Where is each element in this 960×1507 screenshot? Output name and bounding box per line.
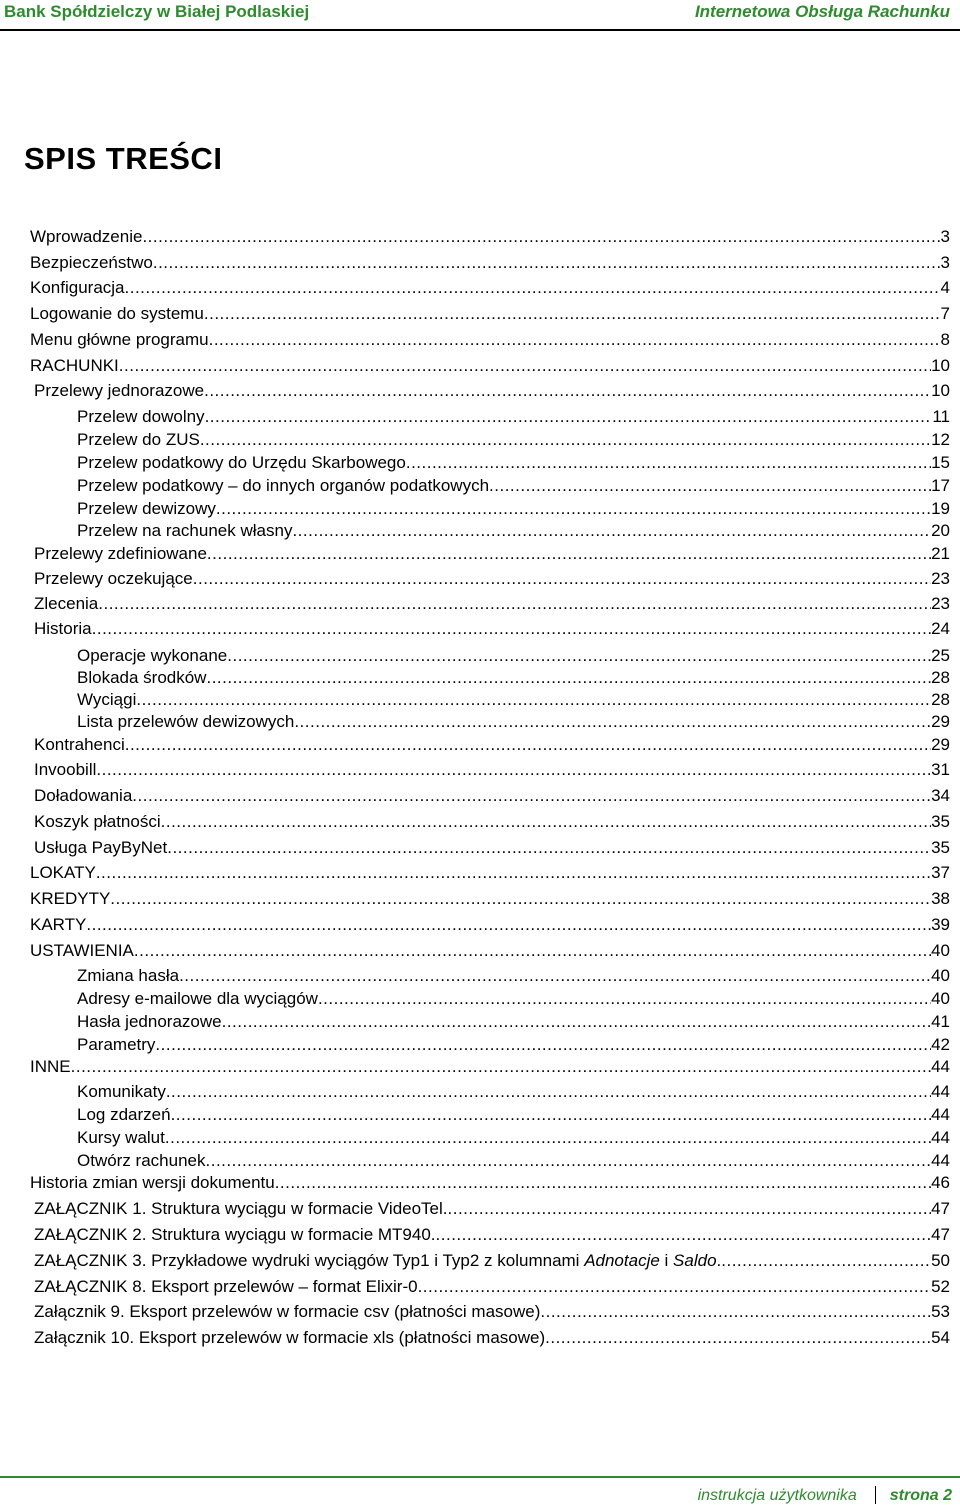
toc-entry-label: Przelew na rachunek własny bbox=[77, 521, 293, 540]
toc-entry[interactable] bbox=[77, 452, 950, 474]
toc-entry[interactable] bbox=[34, 1250, 950, 1272]
toc-entry[interactable] bbox=[77, 988, 950, 1010]
toc-entry[interactable] bbox=[77, 1011, 950, 1033]
toc-dot-leader bbox=[71, 1056, 931, 1078]
toc-dot-leader bbox=[205, 406, 933, 428]
toc-entry-page: 44 bbox=[931, 1082, 950, 1101]
toc-entry-label: Hasła jednorazowe bbox=[77, 1012, 222, 1031]
toc-entry[interactable] bbox=[77, 429, 950, 451]
toc-entry-label: ZAŁĄCZNIK 2. Struktura wyciągu w formacie MT940. bbox=[34, 1225, 436, 1244]
toc-heading: SPIS TREŚCI bbox=[24, 141, 223, 176]
toc-entry-page: 44 bbox=[931, 1105, 950, 1124]
toc-dot-leader bbox=[86, 914, 931, 936]
toc-entry-page: 19 bbox=[931, 499, 950, 518]
toc-dot-leader bbox=[125, 277, 941, 299]
toc-entry-page: 15 bbox=[931, 453, 950, 472]
toc-entry[interactable] bbox=[77, 667, 950, 689]
toc-entry-page: 52 bbox=[931, 1277, 950, 1296]
toc-entry-page: 53 bbox=[931, 1302, 950, 1321]
toc-entry[interactable] bbox=[77, 475, 950, 497]
toc-entry-page: 44 bbox=[931, 1128, 950, 1147]
toc-entry-label: Przelew dowolny bbox=[77, 407, 205, 426]
toc-entry[interactable] bbox=[77, 520, 950, 542]
toc-entry-label: LOKATY bbox=[30, 863, 96, 882]
toc-entry-label: USTAWIENIA bbox=[30, 941, 134, 960]
toc-dot-leader bbox=[134, 940, 931, 962]
toc-entry-page: 40 bbox=[931, 989, 950, 1008]
toc-entry-page: 11 bbox=[932, 407, 950, 426]
toc-entry-page: 7 bbox=[940, 304, 950, 323]
toc-entry-label: Przelew do ZUS bbox=[77, 430, 200, 449]
toc-entry-page: 28 bbox=[931, 668, 950, 687]
toc-entry-page: 10 bbox=[931, 356, 950, 375]
footer-text bbox=[698, 1486, 952, 1505]
toc-entry[interactable] bbox=[30, 329, 950, 351]
toc-dot-leader bbox=[721, 1250, 931, 1272]
toc-dot-leader bbox=[167, 837, 931, 859]
toc-entry-label: Zmiana hasła bbox=[77, 966, 180, 985]
toc-entry-page: 40 bbox=[931, 966, 950, 985]
toc-dot-leader bbox=[275, 1172, 931, 1194]
toc-entry-page: 3 bbox=[940, 227, 950, 246]
toc-entry-page: 21 bbox=[931, 544, 950, 563]
toc-dot-leader bbox=[155, 1034, 931, 1056]
toc-dot-leader bbox=[142, 226, 940, 248]
toc-dot-leader bbox=[200, 429, 931, 451]
toc-entry-page: 44 bbox=[931, 1057, 950, 1076]
toc-entry[interactable] bbox=[77, 1127, 950, 1149]
toc-entry-page: 34 bbox=[931, 786, 950, 805]
toc-dot-leader bbox=[98, 593, 931, 615]
toc-entry-page: 10 bbox=[931, 381, 950, 400]
toc-entry-label: INNE bbox=[30, 1057, 71, 1076]
toc-entry-page: 39 bbox=[931, 915, 950, 934]
toc-entry-label: Menu główne programu bbox=[30, 330, 209, 349]
toc-entry-label: Kontrahenci bbox=[34, 735, 125, 754]
toc-entry-label: ZAŁĄCZNIK 8. Eksport przelewów – format Elixir-0 bbox=[34, 1277, 418, 1296]
toc-entry-label: Blokada środków bbox=[77, 668, 207, 687]
toc-entry-page: 24 bbox=[931, 619, 950, 638]
toc-entry-label: Lista przelewów dewizowych bbox=[77, 712, 295, 731]
toc-entry-page: 4 bbox=[940, 278, 950, 297]
toc-dot-leader bbox=[206, 1150, 932, 1172]
toc-entry-page: 42 bbox=[931, 1035, 950, 1054]
toc-dot-leader bbox=[206, 667, 931, 689]
footer-manual-label: instrukcja użytkownika bbox=[697, 1487, 857, 1504]
toc-dot-leader bbox=[171, 1104, 932, 1126]
toc-entry[interactable] bbox=[77, 965, 950, 987]
toc-entry-label: Wprowadzenie bbox=[30, 227, 143, 246]
toc-entry-label: Komunikaty bbox=[77, 1082, 166, 1101]
toc-entry-label: Historia bbox=[34, 619, 92, 638]
toc-dot-leader bbox=[227, 645, 931, 667]
toc-entry-page: 12 bbox=[931, 430, 950, 449]
footer-separator bbox=[875, 1486, 876, 1504]
toc-dot-leader bbox=[165, 1127, 931, 1149]
toc-entry-label: Załącznik 10. Eksport przelewów w formacie xls (płatności masowe) bbox=[34, 1328, 546, 1347]
toc-entry[interactable] bbox=[34, 811, 950, 833]
toc-entry-page: 23 bbox=[931, 594, 950, 613]
toc-entry[interactable] bbox=[30, 303, 950, 325]
toc-entry-page: 20 bbox=[931, 521, 950, 540]
toc-entry-label: Koszyk płatności bbox=[34, 812, 161, 831]
toc-dot-leader bbox=[193, 568, 931, 590]
toc-entry[interactable] bbox=[30, 226, 950, 248]
toc-entry-page: 23 bbox=[931, 569, 950, 588]
toc-dot-leader bbox=[136, 689, 931, 711]
toc-entry-page: 29 bbox=[931, 712, 950, 731]
toc-entry-label: Przelewy jednorazowe bbox=[34, 381, 205, 400]
toc-entry-label: Operacje wykonane bbox=[77, 646, 228, 665]
toc-dot-leader bbox=[132, 785, 931, 807]
toc-entry-page: 54 bbox=[931, 1328, 950, 1347]
toc-dot-leader bbox=[294, 711, 931, 733]
toc-entry-label: Przelewy zdefiniowane bbox=[34, 544, 207, 563]
page-footer bbox=[0, 1470, 960, 1507]
toc-entry-page: 47 bbox=[931, 1199, 950, 1218]
toc-dot-leader bbox=[418, 1276, 932, 1298]
toc-entry-label: Usługa PayByNet bbox=[34, 838, 168, 857]
toc-entry[interactable] bbox=[34, 837, 950, 859]
toc-entry[interactable] bbox=[77, 1104, 950, 1126]
toc-entry-label: Logowanie do systemu bbox=[30, 304, 204, 323]
toc-entry-page: 25 bbox=[931, 646, 950, 665]
toc-entry-label: KARTY bbox=[30, 915, 87, 934]
toc-dot-leader bbox=[222, 1011, 931, 1033]
toc-entry-label: Log zdarzeń bbox=[77, 1105, 171, 1124]
toc-entry[interactable] bbox=[77, 1034, 950, 1056]
toc-entry[interactable] bbox=[30, 1172, 950, 1194]
header-divider bbox=[0, 29, 960, 31]
toc-entry-page: 35 bbox=[931, 812, 950, 831]
toc-dot-leader bbox=[166, 1081, 931, 1103]
toc-dot-leader bbox=[292, 520, 931, 542]
toc-entry[interactable] bbox=[34, 1224, 950, 1246]
toc-entry-page: 46 bbox=[931, 1173, 950, 1192]
toc-entry[interactable] bbox=[34, 1276, 950, 1298]
toc-entry-page: 41 bbox=[931, 1012, 950, 1031]
toc-entry-page: 44 bbox=[931, 1151, 950, 1170]
toc-entry-label: Kursy walut bbox=[77, 1128, 165, 1147]
toc-entry-page: 40 bbox=[931, 941, 950, 960]
toc-dot-leader bbox=[448, 1198, 932, 1220]
toc-dot-leader bbox=[406, 452, 931, 474]
toc-entry-label: Historia zmian wersji dokumentu bbox=[30, 1173, 275, 1192]
toc-entry-label: Przelew podatkowy do Urzędu Skarbowego bbox=[77, 453, 406, 472]
toc-entry-label: Załącznik 9. Eksport przelewów w formacie csv (płatności masowe) bbox=[34, 1302, 541, 1321]
toc-entry[interactable] bbox=[34, 618, 950, 640]
toc-entry[interactable] bbox=[30, 862, 950, 884]
toc-entry-page: 29 bbox=[931, 735, 950, 754]
toc-entry[interactable] bbox=[34, 785, 950, 807]
toc-entry-label: Przelew podatkowy – do innych organów podatkowych bbox=[77, 476, 490, 495]
toc-entry[interactable] bbox=[77, 645, 950, 667]
toc-dot-leader bbox=[179, 965, 931, 987]
toc-entry-label: Wyciągi bbox=[77, 690, 137, 709]
toc-entry-label: RACHUNKI bbox=[30, 356, 119, 375]
toc-entry-label: Parametry bbox=[77, 1035, 156, 1054]
toc-entry-label: KREDYTY bbox=[30, 889, 111, 908]
toc-entry[interactable] bbox=[34, 380, 950, 402]
toc-entry[interactable] bbox=[30, 355, 950, 377]
toc-dot-leader bbox=[119, 355, 931, 377]
toc-dot-leader bbox=[204, 303, 941, 325]
toc-entry-label: Zlecenia bbox=[34, 594, 99, 613]
toc-entry-page: 50 bbox=[931, 1251, 950, 1270]
toc-dot-leader bbox=[207, 543, 931, 565]
footer-divider bbox=[0, 1476, 960, 1478]
toc-entry-label: ZAŁĄCZNIK 3. Przykładowe wydruki wyciągów Typ1 i Typ2 z kolumnami Adnotacje i Saldo. bbox=[34, 1251, 722, 1270]
toc-entry-label: Adresy e-mailowe dla wyciągów bbox=[77, 989, 318, 1008]
toc-entry-label: Invoobill bbox=[34, 760, 97, 779]
toc-entry-page: 35 bbox=[931, 838, 950, 857]
toc-entry[interactable] bbox=[34, 593, 950, 615]
toc-entry[interactable] bbox=[30, 940, 950, 962]
toc-entry-page: 8 bbox=[940, 330, 950, 349]
toc-entry[interactable] bbox=[30, 914, 950, 936]
toc-entry[interactable] bbox=[34, 1301, 950, 1323]
toc-dot-leader bbox=[110, 888, 931, 910]
toc-entry-label: Doładowania bbox=[34, 786, 133, 805]
toc-dot-leader bbox=[161, 811, 931, 833]
toc-entry-label: Otwórz rachunek bbox=[77, 1151, 206, 1170]
toc-dot-leader bbox=[489, 475, 931, 497]
toc-entry[interactable] bbox=[34, 1198, 950, 1220]
toc-entry[interactable] bbox=[30, 252, 950, 274]
toc-dot-leader bbox=[318, 988, 931, 1010]
toc-dot-leader bbox=[209, 329, 941, 351]
toc-entry[interactable] bbox=[77, 711, 950, 733]
toc-dot-leader bbox=[216, 498, 931, 520]
toc-entry-page: 17 bbox=[931, 476, 950, 495]
document-title: Internetowa Obsługa Rachunku bbox=[694, 2, 950, 21]
toc-entry[interactable] bbox=[77, 406, 950, 428]
toc-entry-label: ZAŁĄCZNIK 1. Struktura wyciągu w formacie VideoTel. bbox=[34, 1199, 448, 1218]
toc-entry[interactable] bbox=[34, 543, 950, 565]
toc-dot-leader bbox=[540, 1301, 931, 1323]
toc-dot-leader bbox=[436, 1224, 932, 1246]
toc-entry-label: Przelewy oczekujące bbox=[34, 569, 193, 588]
toc-dot-leader bbox=[125, 734, 931, 756]
toc-entry[interactable] bbox=[34, 1327, 950, 1349]
toc-entry[interactable] bbox=[77, 498, 950, 520]
toc-entry-page: 3 bbox=[940, 253, 950, 272]
toc-entry-page: 47 bbox=[931, 1225, 950, 1244]
bank-name: Bank Spółdzielczy w Białej Podlaskiej bbox=[4, 2, 310, 21]
toc-entry[interactable] bbox=[34, 759, 950, 781]
toc-entry-label: Bezpieczeństwo bbox=[30, 253, 153, 272]
toc-dot-leader bbox=[96, 862, 931, 884]
toc-entry-label: Przelew dewizowy bbox=[77, 499, 216, 518]
toc-entry[interactable] bbox=[30, 1056, 950, 1078]
toc-dot-leader bbox=[96, 759, 931, 781]
toc-entry-page: 28 bbox=[931, 690, 950, 709]
toc-entry-page: 38 bbox=[931, 889, 950, 908]
toc-dot-leader bbox=[204, 380, 931, 402]
toc-dot-leader bbox=[153, 252, 941, 274]
toc-entry[interactable] bbox=[30, 888, 950, 910]
toc-entry[interactable] bbox=[34, 734, 950, 756]
toc-entry[interactable] bbox=[77, 689, 950, 711]
toc-entry[interactable] bbox=[30, 277, 950, 299]
toc-entry[interactable] bbox=[77, 1150, 950, 1172]
toc-entry-page: 37 bbox=[931, 863, 950, 882]
toc-entry[interactable] bbox=[77, 1081, 950, 1103]
toc-entry[interactable] bbox=[34, 568, 950, 590]
toc-entry-page: 31 bbox=[931, 760, 950, 779]
toc-dot-leader bbox=[545, 1327, 931, 1349]
toc-dot-leader bbox=[92, 618, 931, 640]
toc-entry-label: Konfiguracja bbox=[30, 278, 125, 297]
footer-page-number: strona 2 bbox=[889, 1487, 952, 1504]
page-header bbox=[0, 0, 960, 30]
